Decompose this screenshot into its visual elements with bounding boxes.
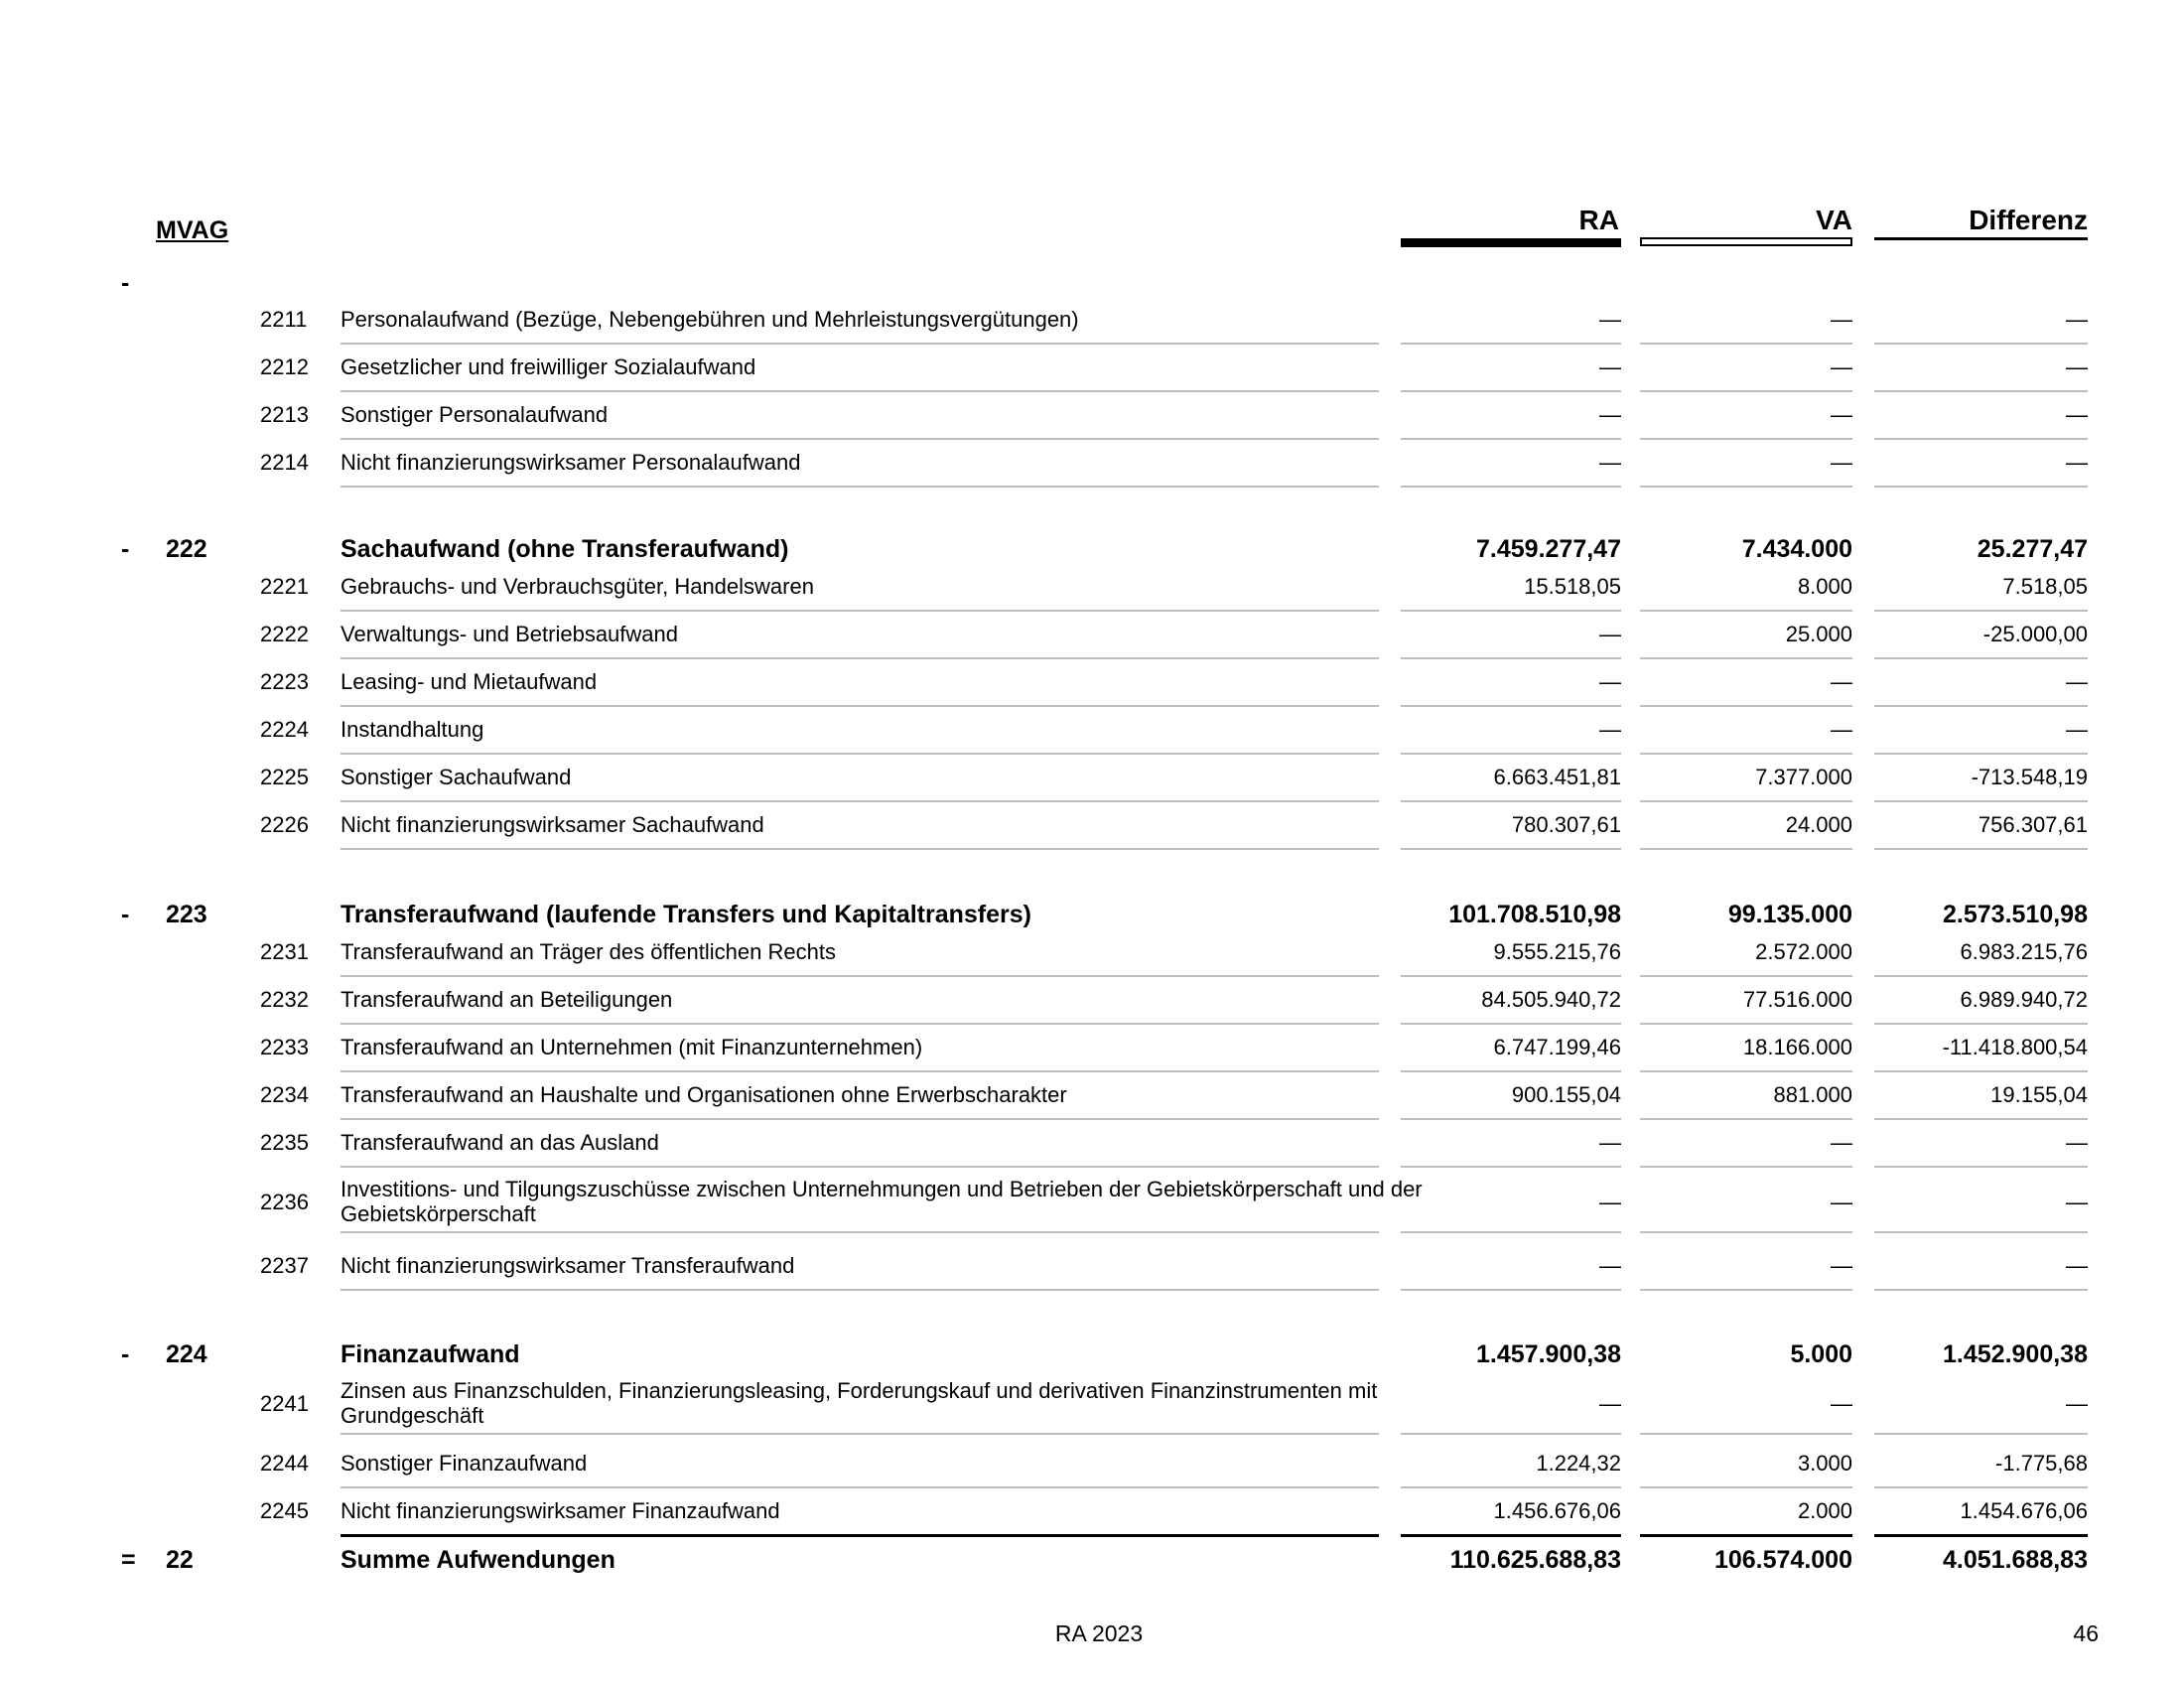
group-label: Transferaufwand (laufende Transfers und Kapitaltransfers) bbox=[341, 901, 1031, 928]
row-divider bbox=[1640, 705, 1852, 707]
row-divider bbox=[1874, 1118, 2088, 1120]
account-code: 2212 bbox=[260, 354, 309, 379]
account-code: 2232 bbox=[260, 987, 309, 1012]
group-code: 22 bbox=[166, 1546, 194, 1574]
row-divider bbox=[341, 800, 1379, 802]
diff-value: 2.573.510,98 bbox=[1943, 901, 2088, 928]
row-divider bbox=[1640, 438, 1852, 440]
ra-column-header: RA bbox=[1578, 205, 1619, 235]
account-label: Transferaufwand an Beteiligungen bbox=[341, 987, 673, 1012]
row-divider bbox=[341, 848, 1379, 850]
account-label: Personalaufwand (Bezüge, Nebengebühren und Mehrleistungsvergütungen) bbox=[341, 307, 1079, 332]
row-divider bbox=[341, 1166, 1379, 1168]
va-value: 99.135.000 bbox=[1727, 901, 1852, 928]
row-divider bbox=[1401, 343, 1621, 345]
row-divider bbox=[1874, 753, 2088, 755]
row-divider bbox=[341, 1070, 1379, 1072]
row-divider bbox=[1401, 1433, 1621, 1435]
ra-value: 101.708.510,98 bbox=[1448, 901, 1621, 928]
top-marker: - bbox=[121, 269, 130, 297]
va-value: — bbox=[1831, 307, 1852, 332]
row-divider bbox=[1640, 390, 1852, 392]
diff-value: 25.277,47 bbox=[1977, 535, 2088, 563]
row-divider bbox=[1401, 1166, 1621, 1168]
ra-value: — bbox=[1599, 1190, 1621, 1214]
row-divider bbox=[341, 1118, 1379, 1120]
row-divider bbox=[1401, 657, 1621, 659]
ra-value: — bbox=[1599, 402, 1621, 427]
va-value: 7.377.000 bbox=[1755, 765, 1852, 789]
account-code: 2231 bbox=[260, 939, 309, 964]
ra-value: 7.459.277,47 bbox=[1476, 535, 1621, 563]
account-code: 2211 bbox=[260, 307, 308, 332]
diff-value: — bbox=[2066, 669, 2088, 694]
row-divider bbox=[1401, 1534, 1621, 1537]
diff-value: 19.155,04 bbox=[1990, 1082, 2088, 1107]
row-divider bbox=[1640, 975, 1852, 977]
row-divider bbox=[1874, 1534, 2088, 1537]
row-divider bbox=[341, 1231, 1379, 1233]
row-divider bbox=[1874, 1070, 2088, 1072]
row-divider bbox=[1401, 705, 1621, 707]
row-divider bbox=[1401, 1070, 1621, 1072]
row-sign: - bbox=[121, 535, 130, 563]
footer-title: RA 2023 bbox=[1054, 1620, 1144, 1646]
row-divider bbox=[1640, 753, 1852, 755]
ra-value: 900.155,04 bbox=[1511, 1082, 1621, 1107]
row-divider bbox=[341, 657, 1379, 659]
diff-value: — bbox=[2066, 402, 2088, 427]
diff-value: — bbox=[2066, 1391, 2088, 1416]
account-label: Transferaufwand an Haushalte und Organisationen ohne Erwerbscharakter bbox=[341, 1082, 1067, 1107]
row-divider bbox=[1874, 1289, 2088, 1291]
row-divider bbox=[341, 753, 1379, 755]
va-value: 7.434.000 bbox=[1741, 535, 1852, 563]
row-divider bbox=[1401, 1231, 1621, 1233]
ra-value: — bbox=[1599, 1253, 1621, 1278]
row-divider bbox=[1401, 1486, 1621, 1488]
ra-value: 9.555.215,76 bbox=[1493, 939, 1621, 964]
row-divider bbox=[1640, 1534, 1852, 1537]
ra-value: — bbox=[1599, 354, 1621, 379]
account-label: Nicht finanzierungswirksamer Finanzaufwand bbox=[341, 1498, 780, 1523]
row-divider bbox=[1401, 800, 1621, 802]
row-divider bbox=[1401, 438, 1621, 440]
row-divider bbox=[1401, 975, 1621, 977]
account-code: 2221 bbox=[260, 574, 309, 599]
va-value: 18.166.000 bbox=[1742, 1035, 1852, 1059]
diff-value: 1.454.676,06 bbox=[1960, 1498, 2088, 1523]
account-label: Sonstiger Sachaufwand bbox=[341, 765, 572, 789]
account-label: Transferaufwand an Träger des öffentlichen Rechts bbox=[341, 939, 836, 964]
account-code: 2236 bbox=[260, 1190, 309, 1214]
row-divider bbox=[1640, 657, 1852, 659]
account-code: 2233 bbox=[260, 1035, 309, 1059]
row-sign: = bbox=[121, 1546, 136, 1574]
row-divider bbox=[1874, 1433, 2088, 1435]
row-divider bbox=[1401, 1289, 1621, 1291]
row-divider bbox=[1874, 1166, 2088, 1168]
row-divider bbox=[1640, 1118, 1852, 1120]
ra-value: — bbox=[1599, 1391, 1621, 1416]
va-value: — bbox=[1831, 717, 1852, 742]
va-value: 8.000 bbox=[1797, 574, 1852, 599]
diff-value: 6.983.215,76 bbox=[1960, 939, 2088, 964]
account-code: 2225 bbox=[260, 765, 309, 789]
diff-value: — bbox=[2066, 1190, 2088, 1214]
account-label: Leasing- und Mietaufwand bbox=[341, 669, 598, 694]
account-code: 2222 bbox=[260, 622, 309, 646]
diff-value: -25.000,00 bbox=[1982, 622, 2088, 646]
row-divider bbox=[1874, 705, 2088, 707]
account-code: 2237 bbox=[260, 1253, 309, 1278]
row-divider bbox=[1401, 1023, 1621, 1025]
va-value: — bbox=[1831, 354, 1852, 379]
row-divider bbox=[1401, 486, 1621, 488]
diff-value: 1.452.900,38 bbox=[1943, 1340, 2088, 1368]
account-code: 2245 bbox=[260, 1498, 309, 1523]
diff-value: -1.775,68 bbox=[1995, 1451, 2088, 1476]
row-divider bbox=[1401, 1118, 1621, 1120]
row-divider bbox=[1874, 390, 2088, 392]
row-divider bbox=[1874, 610, 2088, 612]
va-value: — bbox=[1831, 1130, 1852, 1155]
account-label: Transferaufwand an Unternehmen (mit Finanzunternehmen) bbox=[341, 1035, 923, 1059]
row-divider bbox=[1874, 848, 2088, 850]
diff-value: — bbox=[2066, 1253, 2088, 1278]
ra-value: 6.663.451,81 bbox=[1493, 765, 1621, 789]
row-divider bbox=[1874, 1023, 2088, 1025]
row-sign: - bbox=[121, 901, 130, 928]
row-divider bbox=[341, 705, 1379, 707]
ra-value: — bbox=[1599, 622, 1621, 646]
va-value: 77.516.000 bbox=[1742, 987, 1852, 1012]
account-label: Instandhaltung bbox=[341, 717, 484, 742]
row-divider bbox=[1640, 1486, 1852, 1488]
account-label: Gebrauchs- und Verbrauchsgüter, Handelswaren bbox=[341, 574, 814, 599]
va-value: 106.574.000 bbox=[1713, 1546, 1852, 1574]
diff-value: — bbox=[2066, 450, 2088, 475]
row-divider bbox=[1401, 610, 1621, 612]
ra-header-bar bbox=[1401, 238, 1621, 247]
row-divider bbox=[1874, 657, 2088, 659]
row-divider bbox=[341, 1534, 1379, 1537]
row-divider bbox=[1640, 800, 1852, 802]
account-code: 2244 bbox=[260, 1451, 309, 1476]
row-divider bbox=[341, 486, 1379, 488]
ra-value: — bbox=[1599, 717, 1621, 742]
va-header-bar bbox=[1640, 237, 1852, 246]
ra-value: — bbox=[1599, 669, 1621, 694]
account-code: 2235 bbox=[260, 1130, 309, 1155]
account-code: 2223 bbox=[260, 669, 309, 694]
ra-value: 6.747.199,46 bbox=[1493, 1035, 1621, 1059]
ra-value: 15.518,05 bbox=[1524, 574, 1621, 599]
page-number: 46 bbox=[2073, 1620, 2099, 1646]
account-label: Investitions- und Tilgungszuschüsse zwischen Unternehmungen und Betrieben der Gebietskörperschaft und der Gebietskörperschaft bbox=[341, 1177, 1423, 1226]
ra-value: 1.457.900,38 bbox=[1476, 1340, 1621, 1368]
ra-value: — bbox=[1599, 1130, 1621, 1155]
diff-value: 7.518,05 bbox=[2002, 574, 2088, 599]
account-label: Nicht finanzierungswirksamer Personalaufwand bbox=[341, 450, 801, 475]
va-value: 2.000 bbox=[1797, 1498, 1852, 1523]
account-code: 2226 bbox=[260, 812, 309, 837]
va-value: 25.000 bbox=[1785, 622, 1852, 646]
account-label: Sonstiger Finanzaufwand bbox=[341, 1451, 588, 1476]
va-value: 3.000 bbox=[1797, 1451, 1852, 1476]
row-divider bbox=[341, 1433, 1379, 1435]
row-divider bbox=[1640, 486, 1852, 488]
row-divider bbox=[1874, 800, 2088, 802]
row-divider bbox=[341, 390, 1379, 392]
account-label: Sonstiger Personalaufwand bbox=[341, 402, 609, 427]
ra-value: 84.505.940,72 bbox=[1481, 987, 1621, 1012]
diff-value: 6.989.940,72 bbox=[1960, 987, 2088, 1012]
ra-value: — bbox=[1599, 450, 1621, 475]
row-divider bbox=[341, 1289, 1379, 1291]
row-divider bbox=[341, 343, 1379, 345]
row-divider bbox=[1401, 753, 1621, 755]
row-divider bbox=[341, 1023, 1379, 1025]
row-divider bbox=[341, 610, 1379, 612]
row-divider bbox=[1640, 848, 1852, 850]
row-divider bbox=[1640, 1070, 1852, 1072]
row-divider bbox=[1640, 1231, 1852, 1233]
group-label: Finanzaufwand bbox=[341, 1340, 520, 1368]
row-divider bbox=[341, 438, 1379, 440]
row-divider bbox=[1874, 975, 2088, 977]
diff-value: 756.307,61 bbox=[1978, 812, 2088, 837]
row-divider bbox=[1640, 1433, 1852, 1435]
row-divider bbox=[1401, 848, 1621, 850]
ra-value: 1.224,32 bbox=[1536, 1451, 1621, 1476]
va-value: — bbox=[1831, 450, 1852, 475]
va-column-header: VA bbox=[1816, 205, 1852, 235]
row-divider bbox=[341, 1486, 1379, 1488]
group-label: Summe Aufwendungen bbox=[341, 1546, 615, 1574]
diff-value: — bbox=[2066, 354, 2088, 379]
row-divider bbox=[1640, 1023, 1852, 1025]
mvag-header: MVAG bbox=[156, 216, 229, 244]
diff-header-bar bbox=[1874, 237, 2088, 240]
diff-value: -11.418.800,54 bbox=[1942, 1035, 2088, 1059]
row-divider bbox=[1640, 610, 1852, 612]
diff-value: 4.051.688,83 bbox=[1943, 1546, 2088, 1574]
ra-value: — bbox=[1599, 307, 1621, 332]
row-divider bbox=[1640, 1289, 1852, 1291]
row-divider bbox=[1874, 438, 2088, 440]
row-divider bbox=[1640, 343, 1852, 345]
account-code: 2224 bbox=[260, 717, 309, 742]
va-value: 881.000 bbox=[1773, 1082, 1852, 1107]
account-label: Gesetzlicher und freiwilliger Sozialaufwand bbox=[341, 354, 756, 379]
diff-value: — bbox=[2066, 307, 2088, 332]
group-label: Sachaufwand (ohne Transferaufwand) bbox=[341, 535, 789, 563]
account-label: Verwaltungs- und Betriebsaufwand bbox=[341, 622, 678, 646]
account-code: 2214 bbox=[260, 450, 309, 475]
va-value: — bbox=[1831, 402, 1852, 427]
row-divider bbox=[1874, 486, 2088, 488]
row-divider bbox=[1874, 343, 2088, 345]
diff-value: — bbox=[2066, 1130, 2088, 1155]
va-value: — bbox=[1831, 1391, 1852, 1416]
diff-column-header: Differenz bbox=[1969, 205, 2088, 235]
va-value: 24.000 bbox=[1785, 812, 1852, 837]
account-code: 2241 bbox=[260, 1391, 309, 1416]
account-label: Transferaufwand an das Ausland bbox=[341, 1130, 659, 1155]
va-value: 5.000 bbox=[1790, 1340, 1852, 1368]
row-divider bbox=[1874, 1486, 2088, 1488]
va-value: — bbox=[1831, 1253, 1852, 1278]
account-code: 2234 bbox=[260, 1082, 309, 1107]
group-code: 224 bbox=[166, 1340, 207, 1368]
account-label: Nicht finanzierungswirksamer Sachaufwand bbox=[341, 812, 764, 837]
ra-value: 780.307,61 bbox=[1511, 812, 1621, 837]
group-code: 223 bbox=[166, 901, 207, 928]
account-code: 2213 bbox=[260, 402, 309, 427]
account-label: Zinsen aus Finanzschulden, Finanzierungsleasing, Forderungskauf und derivativen Finanzinstrumenten mit Grundgeschäft bbox=[341, 1378, 1378, 1428]
va-value: 2.572.000 bbox=[1755, 939, 1852, 964]
group-code: 222 bbox=[166, 535, 207, 563]
row-sign: - bbox=[121, 1340, 130, 1368]
va-value: — bbox=[1831, 669, 1852, 694]
account-label: Nicht finanzierungswirksamer Transferaufwand bbox=[341, 1253, 795, 1278]
row-divider bbox=[341, 975, 1379, 977]
diff-value: — bbox=[2066, 717, 2088, 742]
row-divider bbox=[1874, 1231, 2088, 1233]
ra-value: 1.456.676,06 bbox=[1493, 1498, 1621, 1523]
diff-value: -713.548,19 bbox=[1971, 765, 2088, 789]
row-divider bbox=[1401, 390, 1621, 392]
row-divider bbox=[1640, 1166, 1852, 1168]
ra-value: 110.625.688,83 bbox=[1449, 1546, 1621, 1574]
va-value: — bbox=[1831, 1190, 1852, 1214]
